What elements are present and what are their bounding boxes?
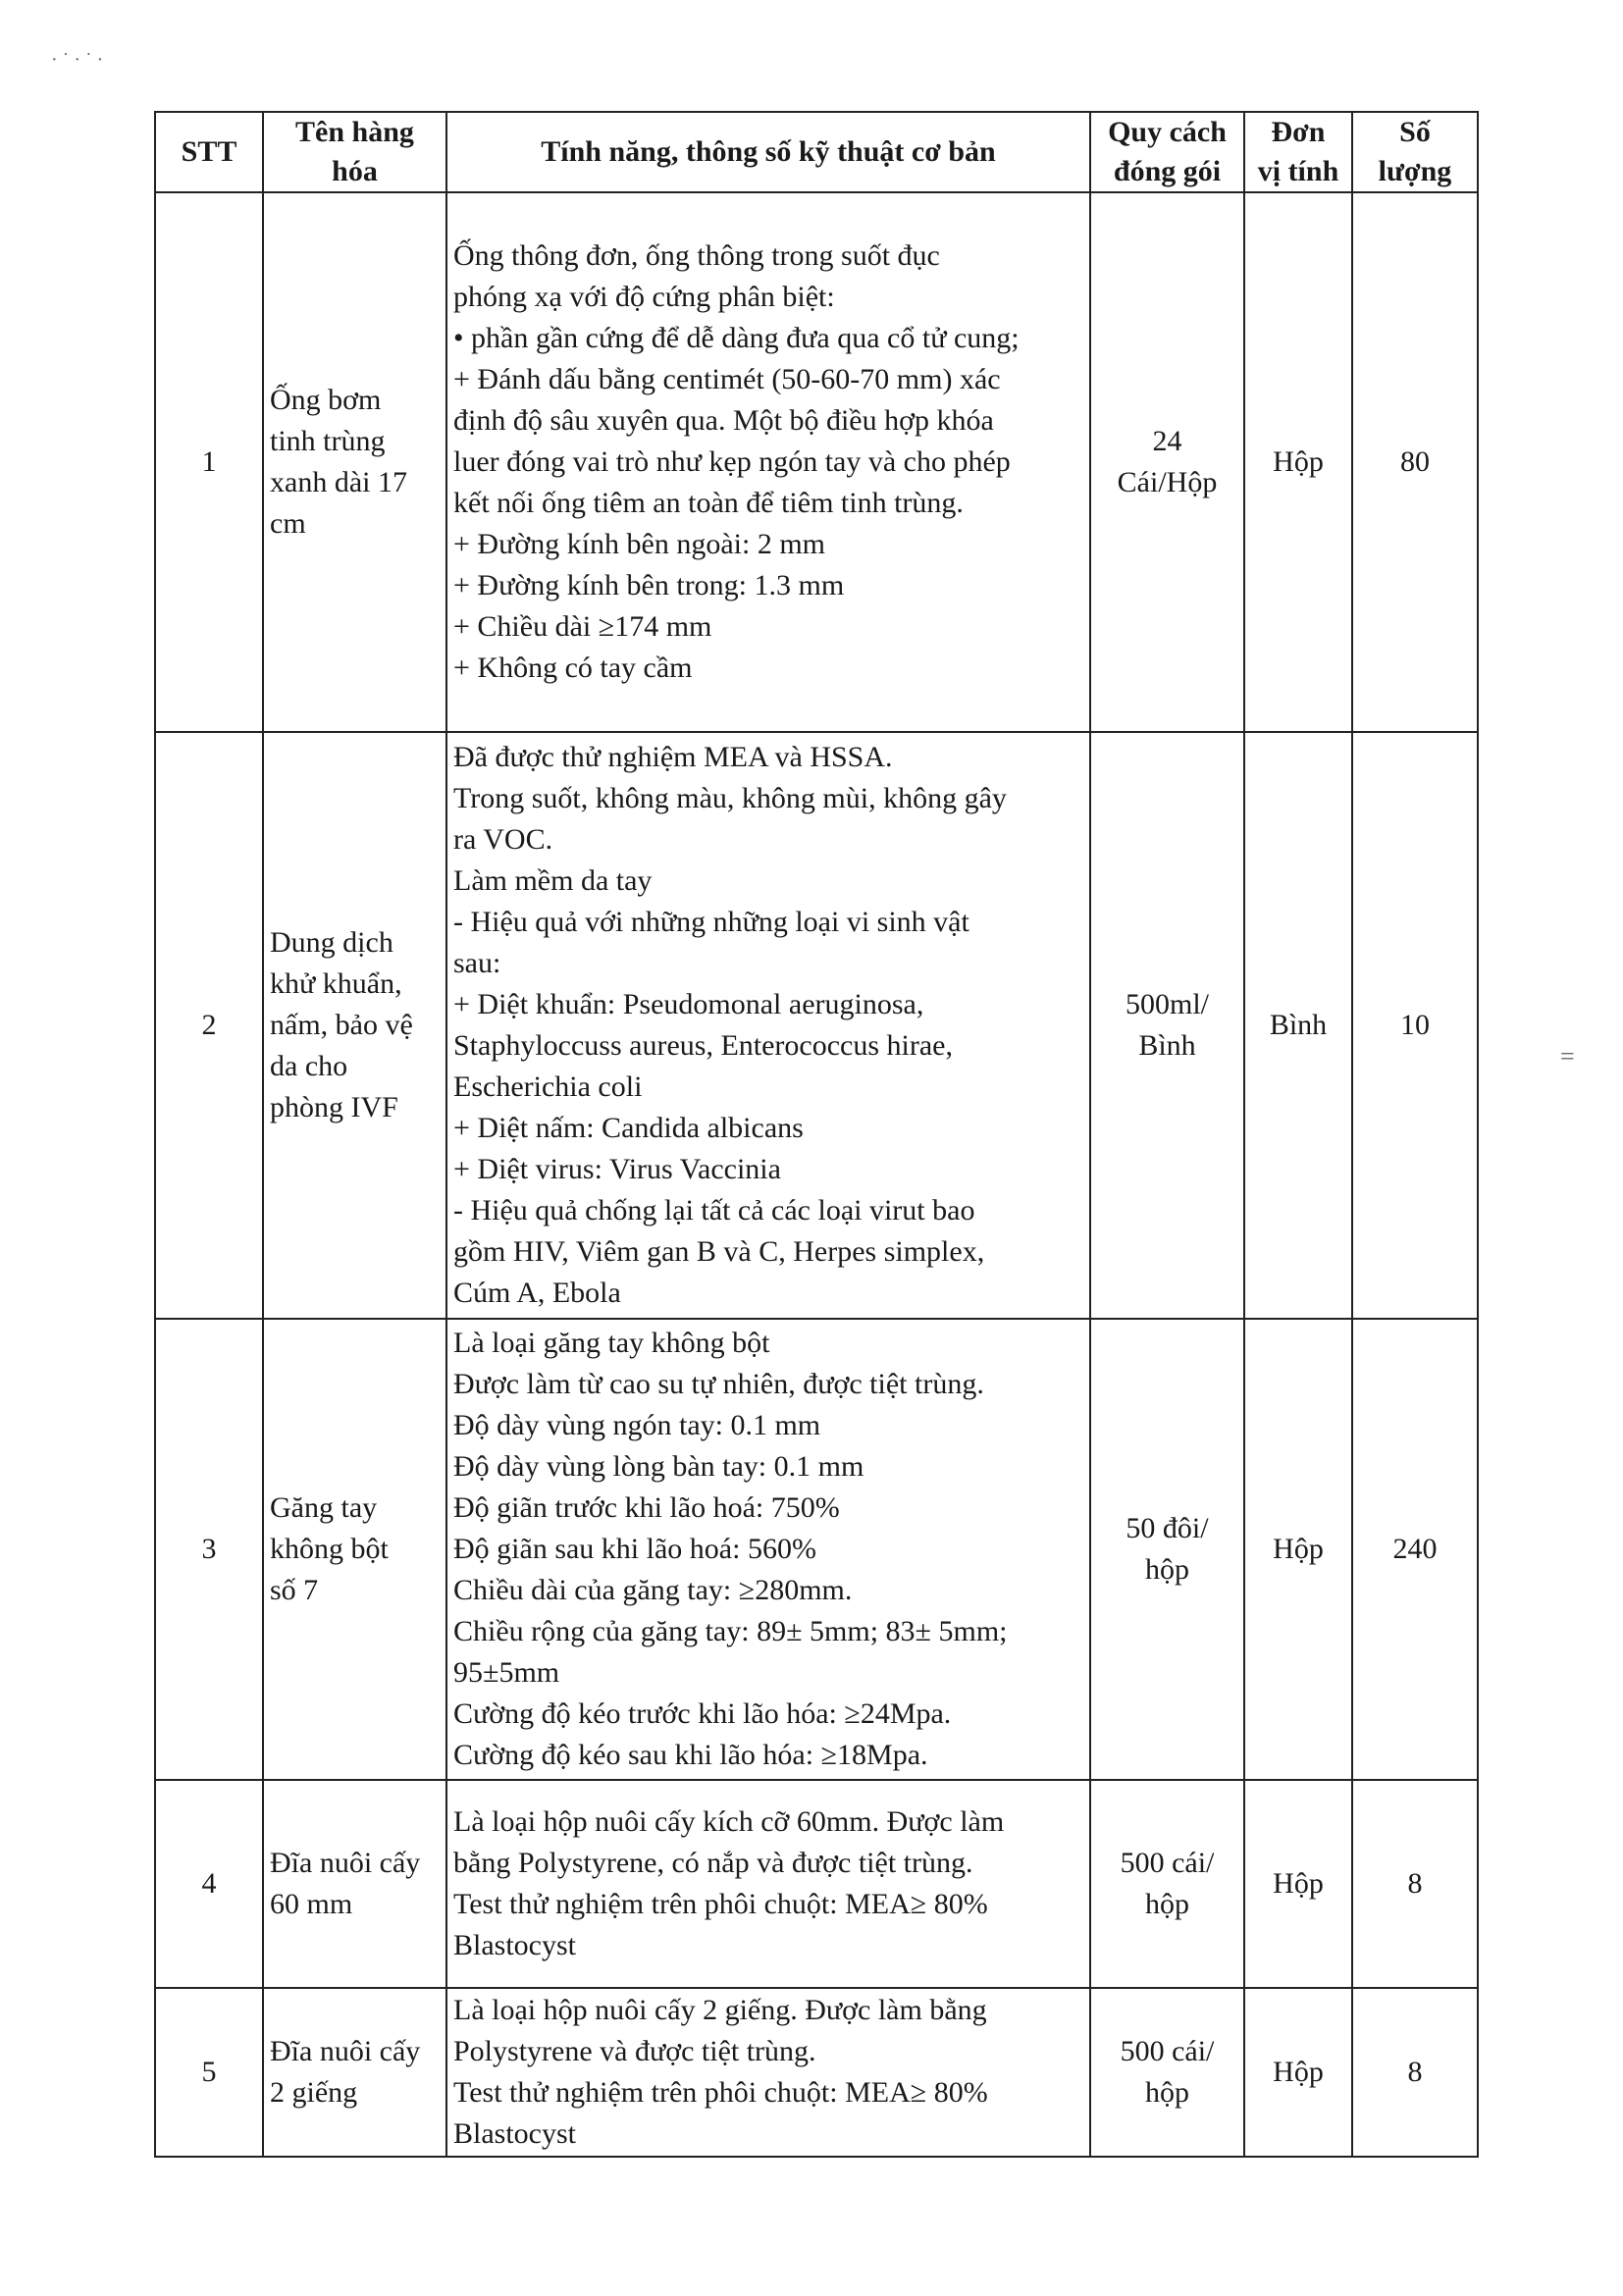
cell-stt: 2 [155, 732, 263, 1319]
cell-name [263, 732, 446, 1319]
cell-name [263, 1319, 446, 1780]
feature-line: • phần gần cứng để dễ dàng đưa qua cổ tử cung; [453, 322, 1020, 354]
feature-line: + Không có tay cầm [453, 652, 693, 684]
feature-line: - Hiệu quả với những những loại vi sinh vật [453, 906, 969, 938]
feature-line: + Diệt khuẩn: Pseudomonal aeruginosa, [453, 988, 924, 1020]
cell-name-line: số 7 [270, 1574, 319, 1606]
cell-quantity: 80 [1352, 192, 1478, 732]
cell-features [446, 732, 1090, 1319]
cell-name-line: Đĩa nuôi cấy [270, 1847, 421, 1879]
cell-name [263, 1780, 446, 1988]
feature-line: Làm mềm da tay [453, 864, 653, 897]
cell-name-line: nấm, bảo vệ [270, 1009, 413, 1041]
header-quantity-line: Số [1399, 116, 1431, 148]
cell-stt: 3 [155, 1319, 263, 1780]
cell-packaging-line: Bình [1138, 1029, 1196, 1062]
feature-line: sau: [453, 947, 501, 979]
cell-name-line: Đĩa nuôi cấy [270, 2035, 421, 2067]
document-page [154, 111, 1477, 2158]
table-row [155, 1780, 1478, 1988]
cell-packaging-line: hộp [1145, 1553, 1189, 1586]
cell-packaging-line: hộp [1145, 1888, 1189, 1920]
feature-line: Blastocyst [453, 2117, 576, 2150]
cell-features [446, 1988, 1090, 2157]
scan-mark-right: = [1560, 1042, 1575, 1070]
cell-quantity: 8 [1352, 1780, 1478, 1988]
cell-name-line: da cho [270, 1050, 348, 1082]
cell-unit: Hộp [1244, 192, 1352, 732]
cell-name-line: Găng tay [270, 1491, 378, 1524]
cell-packaging-line: 500 cái/ [1120, 2035, 1215, 2067]
feature-line: Ống thông đơn, ống thông trong suốt đục [453, 239, 940, 272]
header-packaging-line: đóng gói [1113, 155, 1222, 187]
cell-name-line: cm [270, 507, 306, 540]
cell-packaging [1090, 732, 1244, 1319]
feature-line: Độ giãn trước khi lão hoá: 750% [453, 1491, 840, 1524]
spec-table [154, 111, 1479, 2158]
feature-line: Được làm từ cao su tự nhiên, được tiệt trùng. [453, 1368, 984, 1400]
header-unit [1244, 112, 1352, 192]
cell-packaging [1090, 192, 1244, 732]
feature-line: Test thử nghiệm trên phôi chuột: MEA≥ 80% [453, 1888, 988, 1920]
header-row [155, 112, 1478, 192]
feature-line: gồm HIV, Viêm gan B và C, Herpes simplex, [453, 1235, 985, 1268]
header-name-line: Tên hàng [295, 116, 414, 148]
feature-line: Staphyloccuss aureus, Enterococcus hirae, [453, 1029, 953, 1062]
feature-line: Độ dày vùng lòng bàn tay: 0.1 mm [453, 1450, 864, 1483]
feature-line: + Đường kính bên ngoài: 2 mm [453, 528, 826, 560]
cell-packaging-line: 50 đôi/ [1126, 1512, 1209, 1544]
cell-name-line: Ống bơm [270, 384, 382, 416]
feature-line: - Hiệu quả chống lại tất cả các loại virut bao [453, 1194, 975, 1226]
cell-features [446, 1780, 1090, 1988]
feature-line: Blastocyst [453, 1929, 576, 1961]
cell-packaging [1090, 1988, 1244, 2157]
header-name [263, 112, 446, 192]
scan-specks: · ˙ · ˙ · [51, 49, 104, 71]
feature-line: ra VOC. [453, 823, 553, 856]
cell-name-line: phòng IVF [270, 1091, 398, 1123]
feature-line: + Đánh dấu bằng centimét (50-60-70 mm) xác [453, 363, 1001, 395]
feature-line: Chiều dài của găng tay: ≥280mm. [453, 1574, 853, 1606]
feature-line: Là loại hộp nuôi cấy 2 giếng. Được làm bằng [453, 1994, 987, 2026]
feature-line: Trong suốt, không màu, không mùi, không gây [453, 782, 1007, 814]
cell-name-line: tinh trùng [270, 425, 386, 457]
feature-line: kết nối ống tiêm an toàn để tiêm tinh trùng. [453, 487, 964, 519]
cell-features [446, 192, 1090, 732]
header-name-line: hóa [332, 155, 378, 187]
cell-quantity: 8 [1352, 1988, 1478, 2157]
header-features: Tính năng, thông số kỹ thuật cơ bản [446, 112, 1090, 192]
cell-packaging-line: hộp [1145, 2076, 1189, 2109]
cell-name-line: khử khuẩn, [270, 967, 402, 1000]
feature-line: Test thử nghiệm trên phôi chuột: MEA≥ 80% [453, 2076, 988, 2109]
header-unit-line: Đơn [1271, 116, 1326, 148]
cell-unit: Hộp [1244, 1988, 1352, 2157]
cell-name-line: xanh dài 17 [270, 466, 407, 498]
cell-name [263, 192, 446, 732]
cell-packaging-line: 500 cái/ [1120, 1847, 1215, 1879]
feature-line: bằng Polystyrene, có nắp và được tiệt trùng. [453, 1847, 973, 1879]
table-row [155, 1319, 1478, 1780]
cell-packaging-line: 500ml/ [1125, 988, 1209, 1020]
feature-line: Độ giãn sau khi lão hoá: 560% [453, 1533, 816, 1565]
cell-stt: 4 [155, 1780, 263, 1988]
feature-line: Là loại găng tay không bột [453, 1327, 770, 1359]
cell-unit: Bình [1244, 732, 1352, 1319]
cell-packaging-line: Cái/Hộp [1117, 466, 1218, 498]
cell-packaging-line: 24 [1152, 425, 1182, 457]
cell-quantity: 240 [1352, 1319, 1478, 1780]
feature-line: Là loại hộp nuôi cấy kích cỡ 60mm. Được làm [453, 1805, 1005, 1838]
feature-line: Escherichia coli [453, 1070, 643, 1103]
cell-packaging [1090, 1780, 1244, 1988]
table-body [155, 192, 1478, 2157]
feature-line: Polystyrene và được tiệt trùng. [453, 2035, 816, 2067]
cell-name [263, 1988, 446, 2157]
header-unit-line: vị tính [1257, 155, 1339, 187]
cell-name-line: Dung dịch [270, 926, 393, 959]
cell-unit: Hộp [1244, 1780, 1352, 1988]
feature-line: Chiều rộng của găng tay: 89± 5mm; 83± 5mm; [453, 1615, 1008, 1647]
feature-line: phóng xạ với độ cứng phân biệt: [453, 281, 835, 313]
cell-name-line: 2 giếng [270, 2076, 358, 2109]
cell-name-line: không bột [270, 1533, 389, 1565]
cell-packaging [1090, 1319, 1244, 1780]
feature-line: Độ dày vùng ngón tay: 0.1 mm [453, 1409, 821, 1441]
table-row [155, 1988, 1478, 2157]
table-row [155, 192, 1478, 732]
cell-stt: 1 [155, 192, 263, 732]
feature-line: Đã được thử nghiệm MEA và HSSA. [453, 741, 893, 773]
header-quantity [1352, 112, 1478, 192]
header-stt: STT [155, 112, 263, 192]
feature-line: 95±5mm [453, 1656, 560, 1689]
table-row [155, 732, 1478, 1319]
cell-name-line: 60 mm [270, 1888, 353, 1920]
feature-line: luer đóng vai trò như kẹp ngón tay và cho phép [453, 445, 1011, 478]
cell-stt: 5 [155, 1988, 263, 2157]
feature-line: + Đường kính bên trong: 1.3 mm [453, 569, 845, 601]
cell-features [446, 1319, 1090, 1780]
feature-line: định độ sâu xuyên qua. Một bộ điều hợp khóa [453, 404, 994, 437]
cell-quantity: 10 [1352, 732, 1478, 1319]
feature-line: Cúm A, Ebola [453, 1277, 621, 1309]
feature-line: + Chiều dài ≥174 mm [453, 610, 712, 643]
feature-line: + Diệt nấm: Candida albicans [453, 1112, 804, 1144]
cell-unit: Hộp [1244, 1319, 1352, 1780]
header-quantity-line: lượng [1378, 155, 1452, 187]
feature-line: Cường độ kéo trước khi lão hóa: ≥24Mpa. [453, 1697, 952, 1730]
feature-line: Cường độ kéo sau khi lão hóa: ≥18Mpa. [453, 1739, 928, 1771]
header-packaging [1090, 112, 1244, 192]
feature-line: + Diệt virus: Virus Vaccinia [453, 1153, 781, 1185]
header-packaging-line: Quy cách [1108, 116, 1227, 148]
